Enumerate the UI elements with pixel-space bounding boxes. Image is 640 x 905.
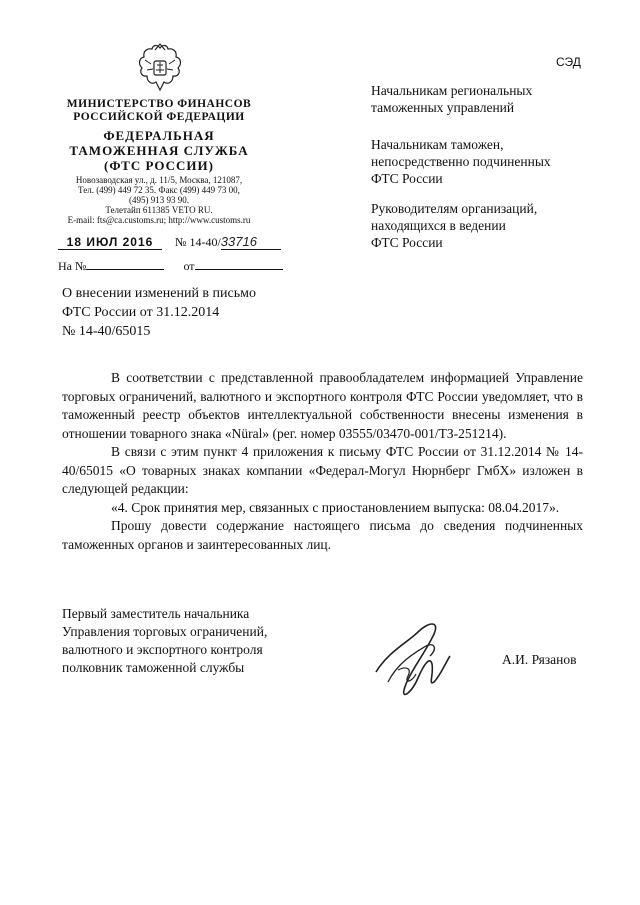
address-line-5: E-mail: fts@ca.customs.ru; http://www.customs.ru — [67, 215, 251, 225]
body-paragraph-1: В соответствии с представленной правообладателем информацией Управление торговых ограничений, валютного и экспортного контроля ФТС России уведомляет, что в таможенный реестр объектов интеллектуальной собственности внесены изменения в отношении товарного знака «Nüral» (рег. номер 03555/03470-001/ТЗ-251214). — [62, 370, 583, 441]
registration-number-prefix: № 14-40/ — [175, 235, 221, 249]
recipient-line: ФТС России — [371, 235, 443, 250]
registration-date-stamp: 18 ИЮЛ 2016 — [58, 235, 162, 250]
reference-from-label: от — [183, 259, 195, 273]
recipient-group-3 — [371, 200, 601, 251]
recipient-line: Начальникам таможен, — [371, 137, 504, 152]
position-line: полковник таможенной службы — [62, 660, 245, 675]
recipient-line: Начальникам региональных — [371, 83, 533, 98]
handwritten-signature-icon — [368, 612, 468, 704]
ministry-name — [52, 98, 266, 124]
corner-mark: СЭД — [556, 55, 581, 69]
service-line-3: (ФТС РОССИИ) — [104, 158, 214, 173]
recipient-group-2 — [371, 136, 601, 187]
recipient-line: непосредственно подчиненных — [371, 154, 551, 169]
subject-line: ФТС России от 31.12.2014 — [62, 305, 220, 320]
body-paragraph-4: Прошу довести содержание настоящего письма до сведения подчиненных таможенных органов и заинтересованных лиц. — [62, 518, 583, 552]
ministry-line-1: МИНИСТЕРСТВО ФИНАНСОВ — [66, 98, 252, 110]
registration-line — [58, 234, 281, 250]
service-line-1: ФЕДЕРАЛЬНАЯ — [103, 128, 215, 143]
letter-subject — [62, 284, 302, 341]
letter-body — [62, 369, 583, 554]
recipient-line: ФТС России — [371, 171, 443, 186]
address-line-1: Новозаводская ул., д. 11/5, Москва, 121087, — [75, 175, 243, 185]
reference-number-label: На № — [58, 259, 87, 273]
address-line-3: (495) 913 93 90. — [129, 195, 189, 205]
signer-position — [62, 605, 362, 677]
recipient-line: Руководителям организаций, — [371, 201, 538, 216]
address-line-4: Телетайп 611385 VETO RU. — [105, 205, 213, 215]
service-name — [52, 128, 266, 173]
service-line-2: ТАМОЖЕННАЯ СЛУЖБА — [69, 143, 249, 158]
position-line: валютного и экспортного контроля — [62, 642, 263, 657]
address-block — [52, 175, 266, 225]
subject-line: О внесении изменений в письмо — [62, 286, 256, 301]
ministry-line-2: РОССИЙСКОЙ ФЕДЕРАЦИИ — [73, 111, 245, 123]
address-line-2: Тел. (499) 449 72 35. Факс (499) 449 73 00, — [78, 185, 240, 195]
body-paragraph-3: «4. Срок принятия мер, связанных с приостановлением выпуска: 08.04.2017». — [111, 499, 560, 515]
coat-of-arms-icon — [135, 42, 185, 94]
position-line: Первый заместитель начальника — [62, 606, 250, 621]
reference-number-blank — [86, 258, 164, 270]
recipient-line: находящихся в ведении — [371, 218, 506, 233]
body-paragraph-2: В связи с этим пункт 4 приложения к письму ФТС России от 31.12.2014 № 14-40/65015 «О товарных знаках компании «Федерал-Могул Нюрнберг ГмбХ» изложен в следующей редакции: — [62, 444, 583, 496]
reference-line — [58, 258, 283, 274]
reference-date-blank — [195, 258, 283, 270]
recipient-line: таможенных управлений — [371, 100, 515, 115]
recipient-group-1 — [371, 82, 601, 116]
subject-line: № 14-40/65015 — [62, 324, 151, 339]
signer-name: А.И. Рязанов — [502, 652, 577, 667]
registration-number-handwritten: 33716 — [221, 234, 281, 250]
position-line: Управления торговых ограничений, — [62, 624, 268, 639]
